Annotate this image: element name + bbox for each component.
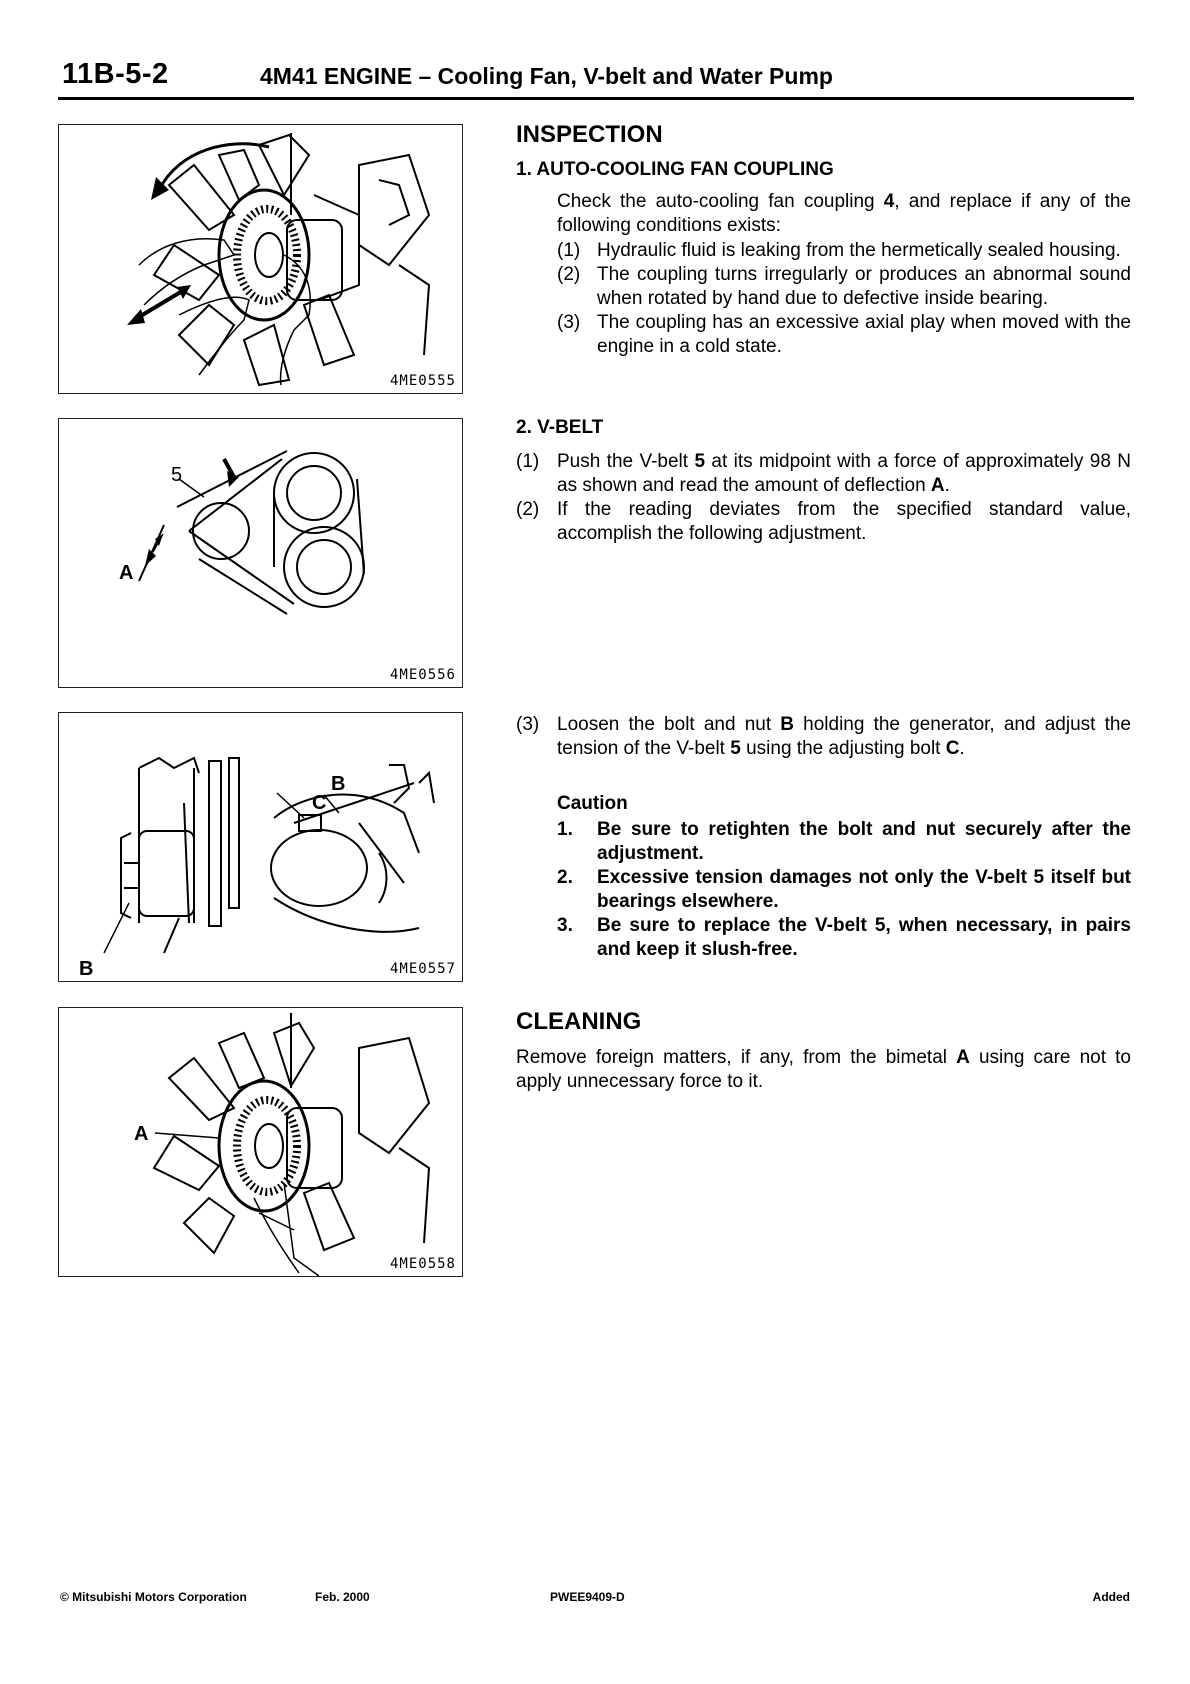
inspection-heading: INSPECTION [516,121,663,148]
figure-vbelt-deflection [58,418,463,688]
list-item: 1. Be sure to retighten the bolt and nut securely after the adjustment. [557,819,1131,864]
coupling-intro: Check the auto-cooling fan coupling 4, and replace if any of the following conditions exists: [557,191,1131,236]
label-bolt-b: B [331,773,346,795]
footer-doc-code: PWEE9409-D [550,1590,625,1604]
figure-code: 4ME0557 [389,961,456,977]
cleaning-heading: CLEANING [516,1008,642,1035]
vbelt-heading: 2. V-BELT [516,417,604,438]
fan-coupling-illustration [59,125,464,395]
coupling-conditions-list [557,239,1131,359]
bimetal-illustration [59,1008,464,1278]
generator-illustration [59,713,464,983]
figure-code: 4ME0556 [389,667,456,683]
vbelt-illustration [59,419,464,689]
figure-bimetal-cleaning [58,1007,463,1277]
list-item: (2) The coupling turns irregularly or produces an abnormal sound when rotated by hand due to defective inside bearing. [557,264,1131,309]
figure-fan-coupling-check [58,124,463,394]
list-item: (3) The coupling has an excessive axial play when moved with the engine in a cold state. [557,312,1131,357]
label-bolt-c: C [312,792,327,814]
caution-list [557,818,1131,962]
vbelt-steps-list [516,450,1131,546]
label-belt-5: 5 [171,464,183,486]
label-bimetal-a: A [134,1123,149,1145]
label-deflection-a: A [119,562,134,584]
list-item: 2. Excessive tension damages not only the V-belt 5 itself but bearings elsewhere. [557,867,1131,912]
list-item: (1) Push the V-belt 5 at its midpoint with a force of approximately 98 N as shown and read the amount of deflection A. [516,451,1131,496]
label-bolt-b: B [79,958,94,980]
page-number: 11B-5-2 [62,58,169,90]
list-item: (1) Hydraulic fluid is leaking from the hermetically sealed housing. [557,240,1121,261]
footer-status: Added [1092,1590,1130,1604]
list-item: (2) If the reading deviates from the specified standard value, accomplish the following adjustment. [516,499,1131,544]
list-item: (3) Loosen the bolt and nut B holding the generator, and adjust the tension of the V-belt 5 using the adjusting bolt C. [516,714,1131,759]
ref-4: 4 [883,191,895,212]
figure-code: 4ME0555 [389,373,456,389]
footer-copyright: © Mitsubishi Motors Corporation [60,1590,247,1604]
figure-generator-adjustment [58,712,463,982]
list-item: 3. Be sure to replace the V-belt 5, when necessary, in pairs and keep it slush-free. [557,915,1131,960]
header-rule [58,97,1134,100]
cleaning-text: Remove foreign matters, if any, from the bimetal A using care not to apply unnecessary force to it. [516,1047,1131,1092]
figure-code: 4ME0558 [389,1256,456,1272]
vbelt-adjust-step [516,713,1131,761]
footer-date: Feb. 2000 [315,1590,370,1604]
page-title: 4M41 ENGINE – Cooling Fan, V-belt and Water Pump [260,63,833,89]
coupling-heading: 1. AUTO-COOLING FAN COUPLING [516,159,834,180]
caution-heading: Caution [557,793,628,814]
